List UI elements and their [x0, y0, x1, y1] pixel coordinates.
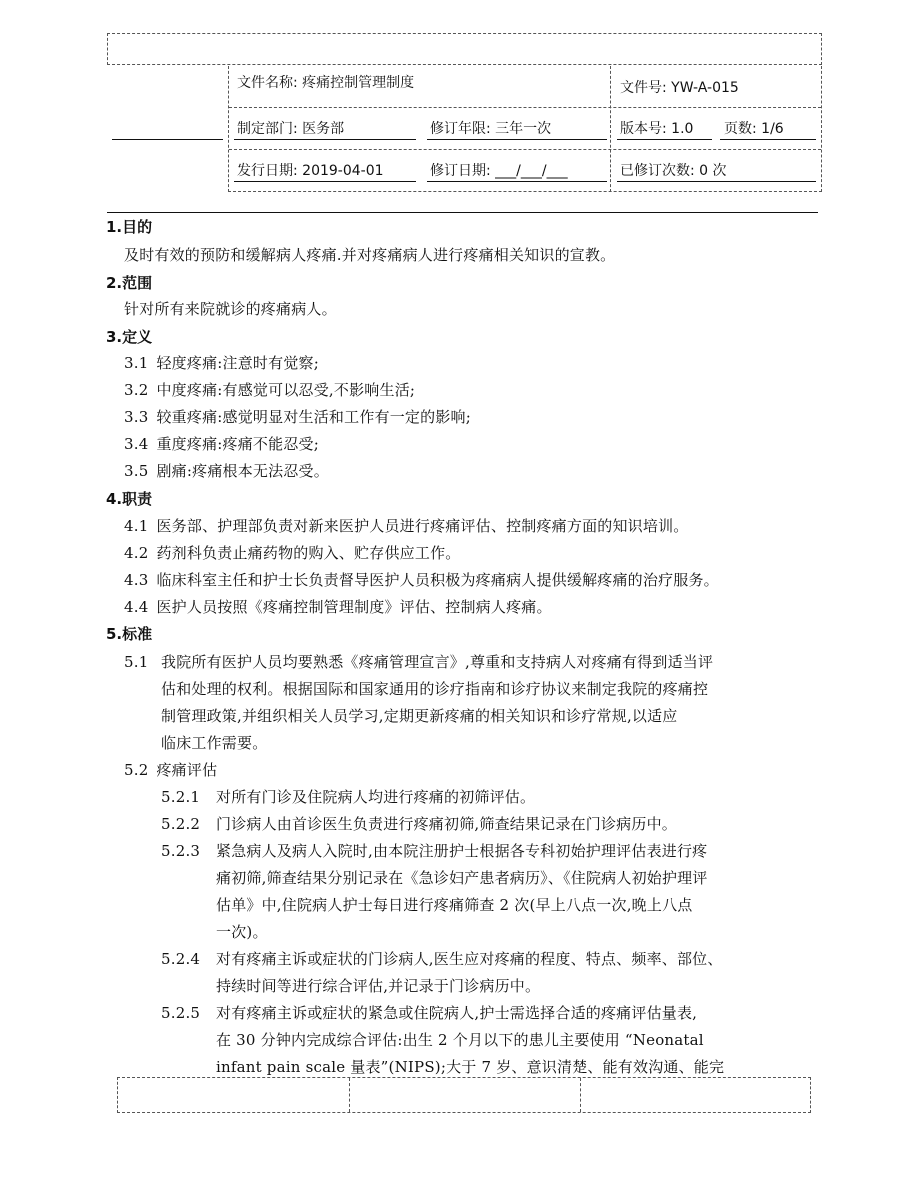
- section-2-text: 针对所有来院就诊的疼痛病人。: [124, 300, 337, 318]
- field-underline: [234, 181, 416, 182]
- item-number: 3.1: [124, 354, 149, 372]
- definition-item: [124, 380, 415, 400]
- version-field: [620, 120, 693, 138]
- item-number: 5.2.5: [161, 1004, 201, 1022]
- revised-count-field: [620, 162, 727, 180]
- item-number: 3.4: [124, 435, 149, 453]
- item-number: 5.2.2: [161, 815, 201, 833]
- field-underline: [234, 139, 416, 140]
- standard-text-line: 制管理政策,并组织相关人员学习,定期更新疼痛的相关知识和诊疗常规,以适应: [161, 707, 678, 725]
- department-field: [237, 120, 344, 138]
- item-number: 3.2: [124, 381, 149, 399]
- assessment-text-line: 对有疼痛主诉或症状的紧急或住院病人,护士需选择合适的疼痛评估量表,: [216, 1004, 698, 1022]
- assessment-text-line: 在 30 分钟内完成综合评估:出生 2 个月以下的患儿主要使用 “Neonatal: [216, 1031, 704, 1049]
- definition-item: [124, 461, 329, 481]
- department-value: 医务部: [302, 121, 345, 137]
- revised-count-label: 已修订次数:: [620, 163, 695, 179]
- issue-date-value: 2019-04-01: [302, 163, 384, 179]
- item-text: 较重疼痛:感觉明显对生活和工作有一定的影响;: [156, 408, 471, 426]
- item-number: 4.3: [124, 571, 149, 589]
- section-1-heading: 1.目的: [106, 218, 153, 236]
- item-text: 重度疼痛:疼痛不能忍受;: [156, 435, 319, 453]
- item-number: 3.3: [124, 408, 149, 426]
- file-number-field: [620, 79, 739, 97]
- standard-text-line: 估和处理的权利。根据国际和国家通用的诊疗指南和诊疗协议来制定我院的疼痛控: [161, 680, 709, 698]
- item-text: 剧痛:疼痛根本无法忍受。: [156, 462, 329, 480]
- assessment-text-line: 持续时间等进行综合评估,并记录于门诊病历中。: [216, 977, 541, 995]
- field-underline: [617, 181, 816, 182]
- item-number: 3.5: [124, 462, 149, 480]
- revised-count-value: 0 次: [699, 163, 727, 179]
- item-text: 疼痛评估: [156, 761, 218, 779]
- item-text: 药剂科负责止痛药物的购入、贮存供应工作。: [156, 544, 461, 562]
- item-number: 4.4: [124, 598, 149, 616]
- definition-item: [124, 434, 319, 454]
- page-count-label: 页数:: [724, 121, 757, 137]
- responsibility-item: [124, 543, 460, 563]
- file-name-label: 文件名称:: [237, 75, 298, 91]
- revision-period-field: [430, 120, 551, 138]
- section-4-heading: 4.职责: [106, 490, 153, 508]
- item-text: 医护人员按照《疼痛控制管理制度》评估、控制病人疼痛。: [156, 598, 552, 616]
- section-2-heading: 2.范围: [106, 274, 153, 292]
- standard-text-line: 临床工作需要。: [161, 734, 268, 752]
- header-col-divider: [610, 66, 611, 192]
- item-text: 中度疼痛:有感觉可以忍受,不影响生活;: [156, 381, 416, 399]
- responsibility-item: [124, 570, 719, 590]
- version-label: 版本号:: [620, 121, 667, 137]
- definition-item: [124, 407, 471, 427]
- revision-date-value: ___/___/___: [495, 163, 568, 179]
- revision-date-label: 修订日期:: [430, 163, 491, 179]
- version-value: 1.0: [671, 121, 694, 137]
- file-number-value: YW-A-015: [671, 80, 739, 96]
- department-label: 制定部门:: [237, 121, 298, 137]
- logo-placeholder-line: [112, 139, 223, 140]
- header-row-divider: [229, 107, 821, 108]
- item-number: 5.2: [124, 761, 149, 779]
- page-count-field: [724, 120, 784, 138]
- header-row-divider: [229, 149, 821, 150]
- responsibility-item: [124, 597, 552, 617]
- standard-text-line: 我院所有医护人员均要熟悉《疼痛管理宣言》,尊重和支持病人对疼痛有得到适当评: [161, 653, 714, 671]
- file-number-label: 文件号:: [620, 80, 667, 96]
- section-3-heading: 3.定义: [106, 328, 153, 346]
- issue-date-field: [237, 162, 384, 180]
- item-number: 5.2.4: [161, 950, 201, 968]
- assessment-text-line: 对所有门诊及住院病人均进行疼痛的初筛评估。: [216, 788, 536, 806]
- footer-col-divider: [580, 1078, 581, 1112]
- footer-col-divider: [349, 1078, 350, 1112]
- responsibility-item: [124, 516, 688, 536]
- assessment-text-line: 门诊病人由首诊医生负责进行疼痛初筛,筛查结果记录在门诊病历中。: [216, 815, 677, 833]
- assessment-text-line: 痛初筛,筛查结果分别记录在《急诊妇产患者病历》、《住院病人初始护理评: [216, 869, 708, 887]
- page-count-value: 1/6: [761, 121, 784, 137]
- issue-date-label: 发行日期:: [237, 163, 298, 179]
- definition-item: [124, 353, 319, 373]
- header-separator-rule: [107, 212, 818, 213]
- section-1-text: 及时有效的预防和缓解病人疼痛.并对疼痛病人进行疼痛相关知识的宣教。: [124, 246, 616, 264]
- field-underline: [427, 139, 607, 140]
- file-name-field: [237, 74, 414, 92]
- revision-period-label: 修订年限:: [430, 121, 491, 137]
- item-number: 5.1: [124, 653, 149, 671]
- revision-period-value: 三年一次: [495, 121, 552, 137]
- field-underline: [427, 181, 607, 182]
- assessment-text-line: 对有疼痛主诉或症状的门诊病人,医生应对疼痛的程度、特点、频率、部位、: [216, 950, 723, 968]
- subsection-5-2-heading: [124, 760, 217, 780]
- assessment-text-line: 估单》中,住院病人护士每日进行疼痛筛查 2 次(早上八点一次,晚上八点: [216, 896, 693, 914]
- section-5-heading: 5.标准: [106, 625, 153, 643]
- field-underline: [720, 139, 816, 140]
- footer-table: [117, 1077, 811, 1113]
- file-name-value: 疼痛控制管理制度: [302, 75, 415, 91]
- revision-date-field: [430, 162, 568, 180]
- field-underline: [617, 139, 712, 140]
- item-number: 4.2: [124, 544, 149, 562]
- item-text: 轻度疼痛:注意时有觉察;: [156, 354, 319, 372]
- item-text: 医务部、护理部负责对新来医护人员进行疼痛评估、控制疼痛方面的知识培训。: [156, 517, 689, 535]
- item-number: 4.1: [124, 517, 149, 535]
- item-number: 5.2.3: [161, 842, 201, 860]
- assessment-text-line: 紧急病人及病人入院时,由本院注册护士根据各专科初始护理评估表进行疼: [216, 842, 708, 860]
- header-top-row: [107, 33, 822, 65]
- item-number: 5.2.1: [161, 788, 201, 806]
- assessment-text-line: 一次)。: [216, 923, 268, 941]
- assessment-text-line: infant pain scale 量表”(NIPS);大于 7 岁、意识清楚、能有效沟通、能完: [216, 1058, 725, 1076]
- item-text: 临床科室主任和护士长负责督导医护人员积极为疼痛病人提供缓解疼痛的治疗服务。: [156, 571, 719, 589]
